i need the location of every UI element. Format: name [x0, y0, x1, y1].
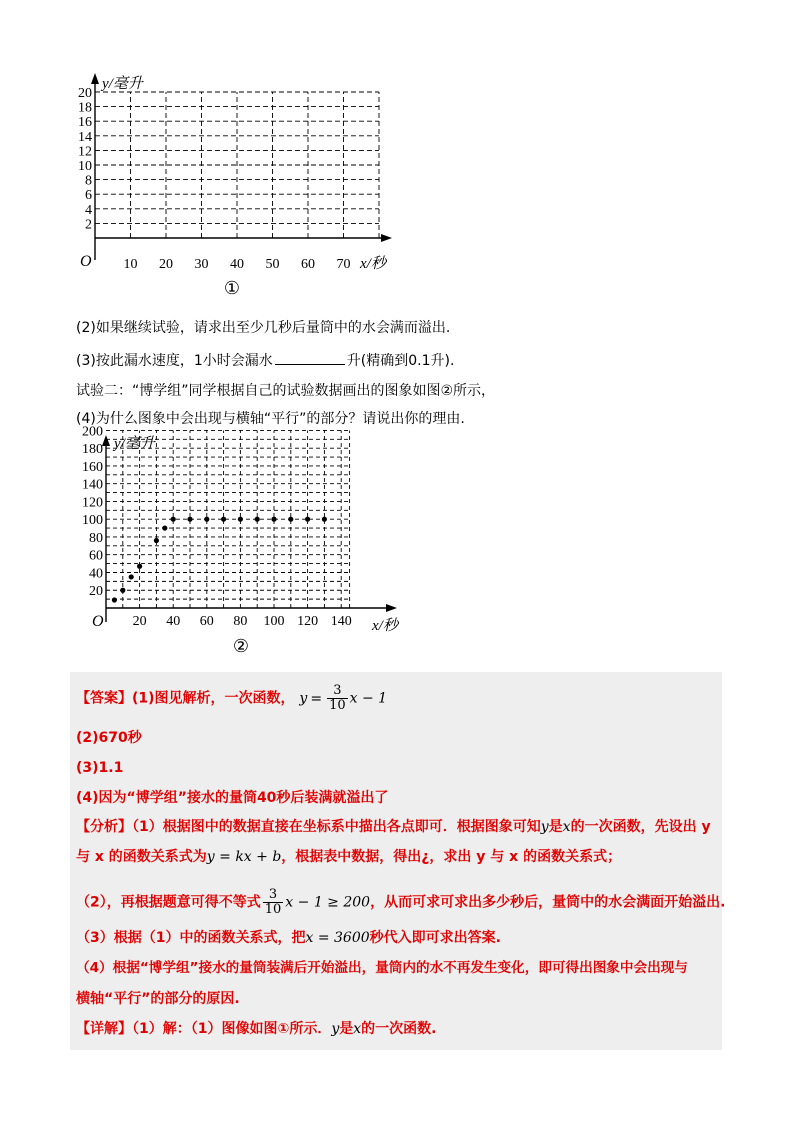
- analysis-2-denominator: 10: [264, 902, 282, 917]
- analysis-1-text: （1）根据图中的数据直接在坐标系中描出各点即可．根据图象可知: [132, 819, 541, 835]
- data-point: [288, 517, 293, 522]
- data-point: [238, 517, 243, 522]
- analysis-3-formula: x = 3600: [305, 930, 370, 946]
- grid-1: [95, 92, 379, 238]
- x-tick-label: 100: [263, 614, 285, 629]
- data-point: [112, 597, 117, 602]
- origin-label-1: O: [80, 253, 92, 270]
- x-tick-label: 70: [336, 257, 351, 272]
- data-point: [305, 517, 310, 522]
- analysis-3-text: （3）根据（1）中的函数关系式，把: [76, 930, 306, 946]
- y-tick-label: 12: [78, 144, 92, 160]
- detail-y: y: [331, 1021, 340, 1037]
- y-tick-label: 18: [78, 100, 92, 116]
- question-4: (4)为什么图象中会出现与横轴“平行”的部分？请说出你的理由.: [76, 411, 465, 427]
- detail-text-b: 是: [339, 1021, 354, 1037]
- x-tick-label: 40: [230, 257, 244, 272]
- answer-blank[interactable]: [275, 350, 345, 365]
- x-ticks-2: [133, 614, 352, 629]
- experiment-2: 试验二：“博学组”同学根据自己的试验数据画出的图象如图②所示，: [76, 383, 496, 399]
- x-tick-label: 80: [233, 614, 248, 629]
- question-3-text: (3)按此漏水速度，1小时会漏水: [76, 353, 273, 369]
- axes-1: [91, 73, 392, 260]
- y-tick-label: 2: [85, 217, 92, 233]
- analysis-line-3: [76, 888, 725, 917]
- y-axis-label-1: y/毫升: [102, 76, 143, 92]
- analysis-line-5: （4）根据“博学组”接水的量筒装满后开始溢出，量筒内的水不再发生变化，即可得出图象中会出现与: [76, 960, 688, 976]
- detail-text-c: 的一次函数.: [361, 1021, 437, 1037]
- answer-1-eq: =: [310, 690, 323, 707]
- x-axis-label-1: x/秒: [360, 256, 386, 272]
- data-point: [221, 517, 226, 522]
- x-tick-label: 120: [297, 614, 319, 629]
- data-points: [112, 517, 327, 603]
- y-tick-label: 60: [89, 548, 103, 564]
- analysis-2-text-b: ，从而可求可求出多少秒后，量筒中的水会满面开始溢出.: [370, 894, 726, 911]
- answer-1-denominator: 10: [329, 698, 346, 713]
- detail-label: 【详解】: [76, 1021, 132, 1037]
- y-axis-label-2: y/毫升: [114, 436, 155, 452]
- y-tick-label: 20: [78, 86, 92, 101]
- y-tick-label: 40: [89, 566, 103, 582]
- x-tick-label: 140: [330, 614, 352, 629]
- y-ticks-1: [78, 86, 92, 232]
- y-tick-label: 80: [89, 530, 103, 546]
- analysis-2-fraction: [263, 888, 284, 917]
- analysis-1-text-b: 是: [548, 819, 563, 835]
- analysis-1-text-d: 与 x 的函数关系式为: [76, 849, 207, 865]
- analysis-1-text-c: 的一次函数，先设出 y: [570, 819, 711, 835]
- question-3-suffix: 升(精确到0.1升).: [346, 353, 455, 369]
- analysis-2-formula: x − 1 ≥ 200: [285, 894, 371, 911]
- y-tick-label: 20: [89, 584, 103, 600]
- analysis-3-text-b: 秒代入即可求出答案.: [369, 930, 501, 946]
- answer-line-2: (2)670秒: [76, 730, 142, 746]
- data-point: [171, 517, 176, 522]
- data-point: [187, 517, 192, 522]
- y-tick-label: 10: [78, 159, 92, 174]
- answer-line-3: (3)1.1: [76, 760, 124, 776]
- data-point: [255, 517, 260, 522]
- y-tick-label: 160: [82, 459, 103, 475]
- data-point: [204, 517, 209, 522]
- answer-1-text: (1)图见解析，一次函数，: [132, 690, 295, 707]
- y-tick-label: 100: [82, 513, 103, 529]
- data-point: [137, 564, 142, 569]
- graph-2: [70, 424, 415, 660]
- x-tick-label: 20: [132, 614, 147, 629]
- x-axis-label-2: x/秒: [372, 618, 398, 634]
- data-point: [129, 574, 134, 579]
- question-2: (2)如果继续试验，请求出至少几秒后量筒中的水会满而溢出.: [76, 320, 451, 336]
- analysis-line-4: [76, 928, 501, 948]
- graph-1: [70, 70, 410, 300]
- y-tick-label: 140: [82, 477, 103, 493]
- answer-label: 【答案】: [76, 690, 132, 707]
- x-tick-label: 60: [301, 257, 315, 272]
- y-tick-label: 180: [82, 442, 103, 458]
- y-tick-label: 8: [85, 173, 92, 189]
- analysis-line-2: [76, 847, 621, 867]
- analysis-2-numerator: 3: [263, 888, 284, 903]
- detail-x: x: [353, 1021, 362, 1037]
- x-tick-label: 30: [194, 257, 209, 272]
- x-tick-label: 10: [123, 257, 138, 272]
- answer-line-4: (4)因为“博学组”接水的量筒40秒后装满就溢出了: [76, 790, 389, 806]
- answer-line-1: [76, 684, 387, 713]
- data-point: [120, 588, 125, 593]
- answer-1-numerator: 3: [327, 684, 348, 699]
- analysis-line-6: 横轴“平行”的部分的原因.: [76, 991, 240, 1007]
- origin-label-2: O: [92, 613, 104, 630]
- y-tick-label: 4: [85, 202, 92, 218]
- grid-2: [106, 430, 350, 608]
- figure-caption-1: ①: [223, 278, 241, 298]
- y-tick-label: 200: [82, 424, 103, 440]
- data-point: [271, 517, 276, 522]
- x-tick-label: 50: [265, 257, 280, 272]
- y-tick-label: 16: [78, 115, 92, 131]
- y-ticks-2: [82, 424, 103, 599]
- analysis-2-text: （2），再根据题意可得不等式: [76, 894, 261, 911]
- data-point: [322, 517, 327, 522]
- figure-caption-2: ②: [232, 636, 250, 656]
- answer-1-tail: x − 1: [349, 690, 388, 707]
- x-tick-label: 40: [166, 614, 181, 629]
- analysis-1-x: x: [562, 819, 571, 835]
- y-tick-label: 120: [82, 495, 103, 511]
- x-tick-label: 20: [159, 257, 173, 272]
- analysis-line-1: [76, 817, 711, 837]
- answer-1-y: y: [299, 690, 308, 707]
- detail-text: （1）解：（1）图像如图①所示．: [132, 1021, 332, 1037]
- y-tick-label: 14: [78, 129, 92, 145]
- analysis-label: 【分析】: [76, 819, 132, 835]
- data-point: [154, 538, 159, 543]
- analysis-1-y: y: [540, 819, 549, 835]
- answer-1-fraction: [327, 684, 348, 713]
- x-tick-label: 60: [199, 614, 214, 629]
- data-point: [162, 525, 167, 530]
- y-tick-label: 6: [85, 188, 92, 204]
- question-3: [76, 350, 454, 371]
- x-ticks-1: [124, 257, 351, 272]
- analysis-1-text-e: ，根据表中数据，得出¿，求出 y 与 x 的函数关系式；: [281, 849, 622, 865]
- analysis-1-formula: y = kx + b: [206, 849, 282, 865]
- detail-line-1: [76, 1019, 437, 1039]
